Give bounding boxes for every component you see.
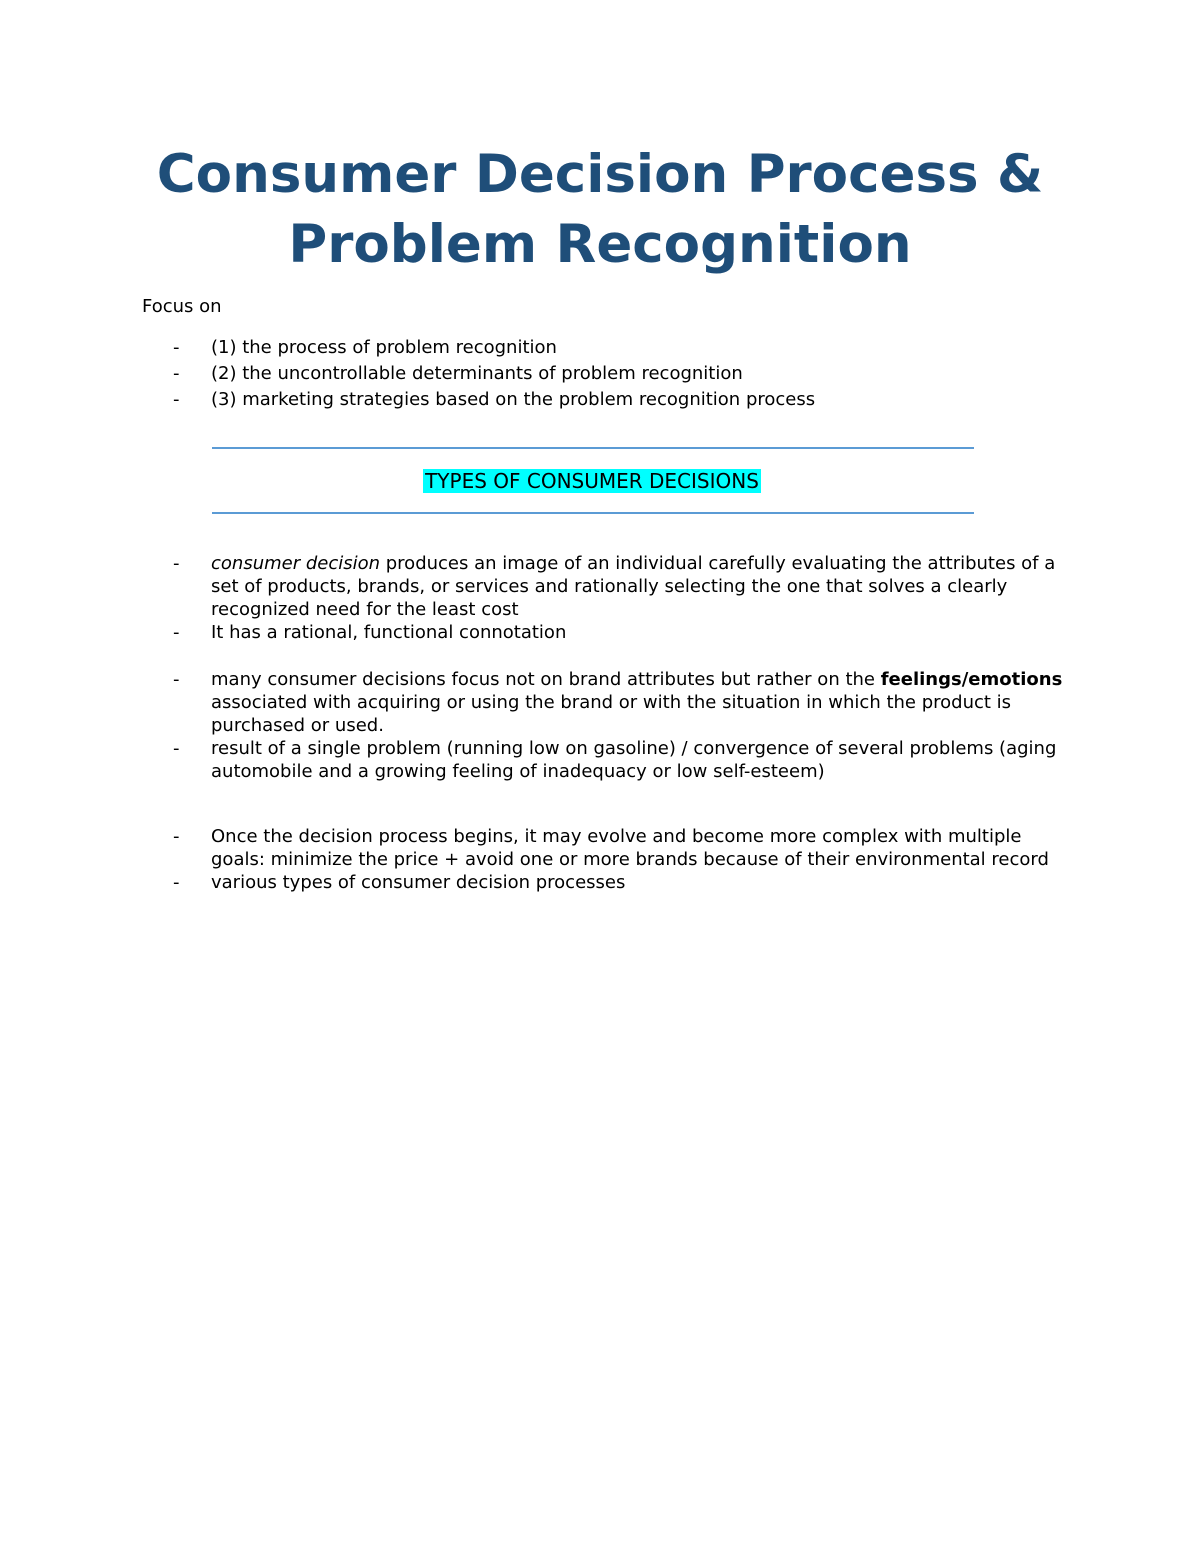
list-item-rest: produces an image of an individual carefully evaluating the attributes of a set of products, brands, or services and rationally selecting the one that solves a clearly recognized need for the least cost [211,553,1056,620]
list-item [173,825,1073,871]
types-list [173,552,1073,894]
bold-term: feelings/emotions [880,669,1063,690]
intro-text: Focus on [142,296,222,317]
list-item-text: various types of consumer decision processes [211,872,626,893]
title-line-2: Problem Recognition [288,214,912,275]
list-item [173,388,1073,411]
title-line-1: Consumer Decision Process & [156,144,1044,205]
dash-bullet: - [173,553,180,574]
list-item [173,737,1073,783]
dash-bullet: - [173,337,180,358]
list-item [173,552,1073,621]
page-title [0,140,1200,280]
dash-bullet: - [173,872,180,893]
list-item-text [211,553,1055,620]
list-item [173,362,1073,385]
list-item [173,621,1073,644]
focus-list [173,336,1073,414]
list-item [173,871,1073,894]
dash-bullet: - [173,738,180,759]
list-item-after: associated with acquiring or using the brand or with the situation in which the product is purchased or used. [211,692,1012,736]
section-rule-top [212,447,974,449]
list-item [173,668,1073,737]
list-item-text: (2) the uncontrollable determinants of problem recognition [211,363,743,384]
list-item-text: (3) marketing strategies based on the problem recognition process [211,389,816,410]
section-heading [0,468,1184,494]
dash-bullet: - [173,389,180,410]
list-item-text: result of a single problem (running low on gasoline) / convergence of several problems (aging automobile and a growing feeling of inadequacy or low self-esteem) [211,738,1057,782]
list-item [173,336,1073,359]
list-item-text [211,669,1062,736]
section-rule-bottom [212,512,974,514]
dash-bullet: - [173,826,180,847]
section-heading-highlight: TYPES OF CONSUMER DECISIONS [425,469,759,493]
dash-bullet: - [173,622,180,643]
list-item-text: Once the decision process begins, it may evolve and become more complex with multiple goals: minimize the price + avoid one or more brands because of their environmental record [211,826,1049,870]
list-item-text: It has a rational, functional connotation [211,622,567,643]
list-item-before: many consumer decisions focus not on brand attributes but rather on the [211,669,881,690]
dash-bullet: - [173,669,180,690]
emphasis-term: consumer decision [211,553,381,574]
dash-bullet: - [173,363,180,384]
list-item-text: (1) the process of problem recognition [211,337,557,358]
